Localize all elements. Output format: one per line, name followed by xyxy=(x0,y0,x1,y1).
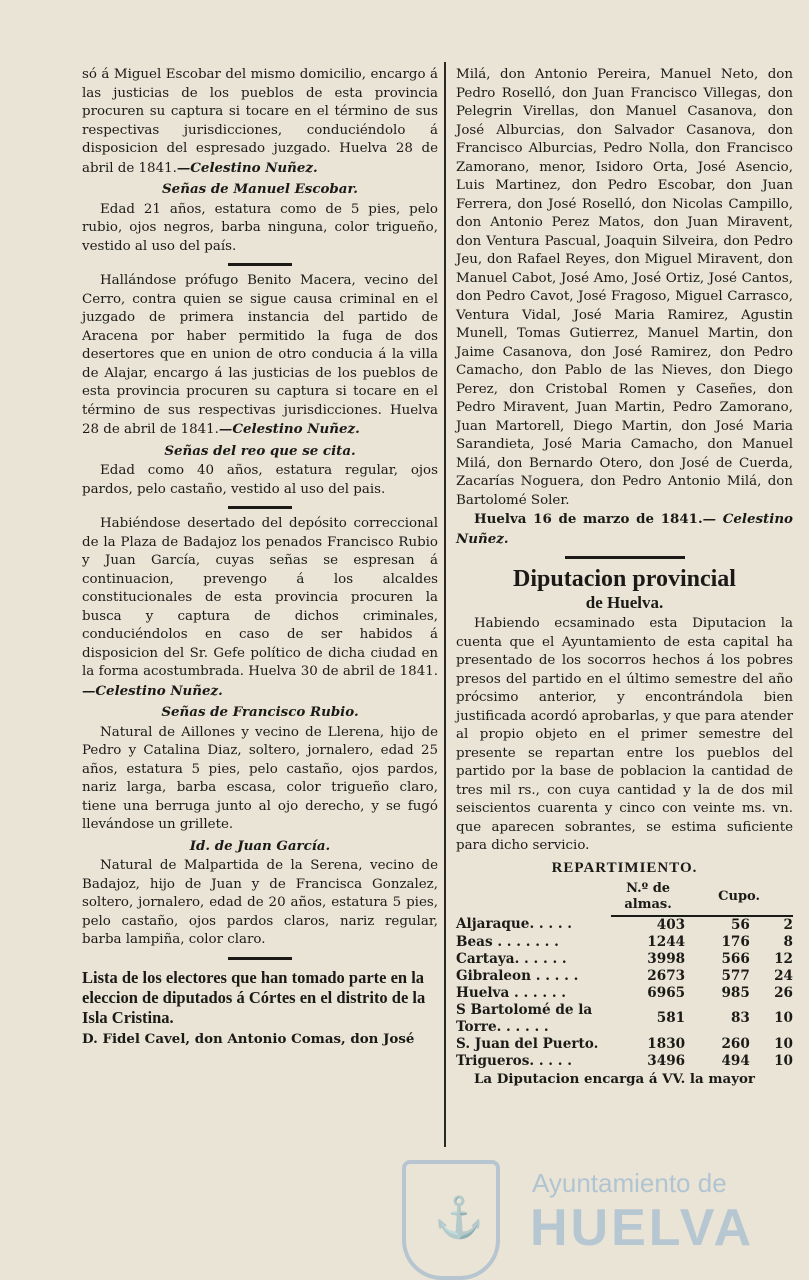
section-subtitle: de Huelva. xyxy=(585,593,664,612)
left-column xyxy=(82,66,438,1048)
cupo-ms-cell: 10 xyxy=(774,1052,793,1069)
almas-cell: 1830 xyxy=(647,1035,686,1052)
town-cell: Beas . . . . . . . xyxy=(456,933,559,950)
section-title: Diputacion provincial xyxy=(513,566,736,592)
column-divider xyxy=(444,62,446,1147)
table-row xyxy=(456,1053,793,1070)
table-body xyxy=(456,916,793,1070)
separator-rule xyxy=(228,957,292,960)
separator-rule xyxy=(565,556,685,559)
dateline: Huelva 16 de marzo de 1841.— Celestino Nuñez. xyxy=(456,511,793,547)
table-row xyxy=(456,1036,793,1053)
town-cell: Huelva . . . . . . xyxy=(456,984,567,1001)
town-cell: Gibraleon . . . . . xyxy=(456,967,579,984)
cupo-ms-cell: 8 xyxy=(783,933,793,950)
almas-cell: 403 xyxy=(656,916,686,933)
section-heading: Señas de Francisco Rubio. xyxy=(161,704,359,720)
cupo-ms-cell: 26 xyxy=(774,984,793,1001)
section-heading: Id. de Juan García. xyxy=(189,837,331,854)
cupo-rs-cell: 577 xyxy=(721,967,750,984)
right-column xyxy=(456,66,793,1088)
paragraph: só á Miguel Escobar del mismo domicilio, encargo á las justicias de los pueblos de esta provincia procuren su captura si tocare en el término de sus respectivas jurisdicciones, conduciéndolo á disposicion del espresado juzgado. Huelva 28 de abril de 1841.—Celestino Nuñez. xyxy=(82,67,438,176)
cupo-rs-cell: 566 xyxy=(721,950,750,967)
table-row xyxy=(456,1002,793,1036)
coat-of-arms-icon: ⚓ xyxy=(402,1160,500,1280)
watermark-line1: Ayuntamiento de xyxy=(532,1168,727,1198)
separator-rule xyxy=(228,506,292,509)
cupo-rs-cell: 83 xyxy=(730,1010,750,1026)
list-title: Lista de los electores que han tomado parte en la eleccion de diputados á Córtes en el distrito de la Isla Cristina. xyxy=(82,967,426,1027)
paragraph: Edad 21 años, estatura como de 5 pies, pelo rubio, ojos negros, barba ninguna, color trigueño, vestido al uso del país. xyxy=(82,201,438,254)
watermark xyxy=(402,1160,802,1275)
almas-cell: 2673 xyxy=(647,967,686,984)
almas-cell: 6965 xyxy=(647,984,686,1001)
town-cell: Trigueros. . . . . xyxy=(456,1052,572,1069)
section-heading: Señas del reo que se cita. xyxy=(164,442,356,459)
table-row xyxy=(456,985,793,1002)
table-header-row xyxy=(456,879,793,916)
almas-cell: 581 xyxy=(656,1010,686,1026)
almas-cell: 3998 xyxy=(647,950,686,967)
paragraph: La Diputacion encarga á VV. la mayor xyxy=(474,1070,755,1087)
paragraph: Habiendo ecsaminado esta Diputacion la cuenta que el Ayuntamiento de esta capital ha presentado de los socorros hechos á los pobres presos del partido en el último semestre del año prócsimo anterior, y encontrándola bien justificada acordó aprobarlas, y que para atender al propio objeto en el primer semestre del presente se repartan entre los pueblos del partido por la base de poblacion la cantidad de tres mil rs., con cuya cantidad y la de dos mil seiscientos cuarenta y cinco con veinte ms. vn. que aparecen sobrantes, se estima suficiente para dicho servicio. xyxy=(456,616,793,853)
cupo-rs-cell: 494 xyxy=(721,1052,750,1069)
repartimiento-table xyxy=(456,879,793,1070)
cupo-rs-cell: 176 xyxy=(721,933,750,950)
table-title: REPARTIMIENTO. xyxy=(551,859,698,876)
cupo-ms-cell: 10 xyxy=(774,1035,793,1052)
table-row xyxy=(456,916,793,934)
paragraph: Habiéndose desertado del depósito correccional de la Plaza de Badajoz los penados Francisco Rubio y Juan García, cuyas señas se espresan á continuacion, prevengo á los alcaldes constitucionales de esta provincia procuren la busca y captura de dichos criminales, conduciéndolos en caso de ser habidos á disposicion del Sr. Gefe político de dicha ciudad en la forma acostumbrada. Huelva 30 de abril de 1841.—Celestino Nuñez. xyxy=(82,516,438,699)
table-row xyxy=(456,934,793,951)
paragraph: Milá, don Antonio Pereira, Manuel Neto, don Pedro Roselló, don Juan Francisco Villegas, don Pelegrin Virellas, don Manuel Casanova, don José Alburcias, don Salvador Casanova, don Francisco Alburcias, Pedro Nolla, don Francisco Zamorano, menor, Isidoro Orta, José Asencio, Luis Martinez, don Pedro Escobar, don Juan Ferrera, don José Roselló, don Nicolas Campillo, don Antonio Perez Matos, don Juan Miravent, don Ventura Pascual, Joaquin Silveira, don Pedro Jeu, don Rafael Reyes, don Miguel Miravent, don Manuel Cabot, José Amo, José Ortiz, José Cantos, don Pedro Cavot, José Fragoso, Miguel Carrasco, Ventura Vidal, José Maria Ramirez, Agustin Munell, Tomas Gutierrez, Manuel Martin, don Jaime Casanova, don José Ramirez, don Pedro Camacho, don Pablo de las Nieves, don Diego Perez, don Cristobal Romen y Caseñes, don Pedro Miravent, Juan Martin, Pedro Zamorano, Juan Martorell, Diego Martin, don José Maria Sarandieta, José Maria Camacho, don Manuel Milá, don Bernardo Otero, don José de Cuerda, Zacarías Noguera, don Pedro Antonio Milá, don Bartolomé Soler. xyxy=(456,67,793,508)
table-row xyxy=(456,951,793,968)
paragraph: Natural de Aillones y vecino de Llerena, hijo de Pedro y Catalina Diaz, soltero, jornalero, edad 25 años, estatura 5 pies, pelo castaño, ojos pardos, nariz larga, barba escasa, color trigueño claro, tiene una berruga junto al ojo derecho, y se fugó llevándose un grillete. xyxy=(82,724,438,832)
column-header-cupo: Cupo. xyxy=(685,879,793,916)
cupo-rs-cell: 985 xyxy=(721,984,750,1001)
paragraph: Edad como 40 años, estatura regular, ojos pardos, pelo castaño, vestido al uso del pais. xyxy=(82,463,438,497)
town-cell: Cartaya. . . . . . xyxy=(456,950,567,967)
cupo-rs-cell: 260 xyxy=(721,1035,750,1052)
almas-cell: 3496 xyxy=(647,1052,686,1069)
column-header-almas: N.º de almas. xyxy=(611,879,685,916)
cupo-ms-cell: 12 xyxy=(774,950,793,967)
paragraph: Hallándose prófugo Benito Macera, vecino del Cerro, contra quien se sigue causa criminal en el juzgado de primera instancia del partido de Aracena por haber permitido la fuga de dos desertores que en union de otro conducia á la villa de Alajar, encargo á las justicias de los pueblos de esta provincia procuren su captura si tocare en el término de sus respectivas jurisdicciones. Huelva 28 de abril de 1841.—Celestino Nuñez. xyxy=(82,273,438,437)
table-row xyxy=(456,968,793,985)
paragraph: Natural de Malpartida de la Serena, vecino de Badajoz, hijo de Juan y de Francisca Gonzalez, soltero, jornalero, edad de 20 años, estatura 5 pies, pelo castaño, ojos pardos claros, nariz regular, barba lampiña, color claro. xyxy=(82,858,438,947)
section-heading: Señas de Manuel Escobar. xyxy=(162,181,358,197)
cupo-ms-cell: 10 xyxy=(774,1010,793,1026)
cupo-rs-cell: 56 xyxy=(730,916,750,933)
almas-cell: 1244 xyxy=(647,933,686,950)
paragraph: D. Fidel Cavel, don Antonio Comas, don José xyxy=(82,1030,415,1047)
cupo-ms-cell: 24 xyxy=(774,967,793,984)
separator-rule xyxy=(228,263,292,266)
town-cell: S Bartolomé de la Torre. . . . . . xyxy=(456,1001,593,1035)
watermark-line2: HUELVA xyxy=(530,1199,755,1257)
town-cell: Aljaraque. . . . . xyxy=(456,916,573,932)
town-cell: S. Juan del Puerto. xyxy=(456,1035,599,1052)
cupo-ms-cell: 2 xyxy=(783,916,793,933)
